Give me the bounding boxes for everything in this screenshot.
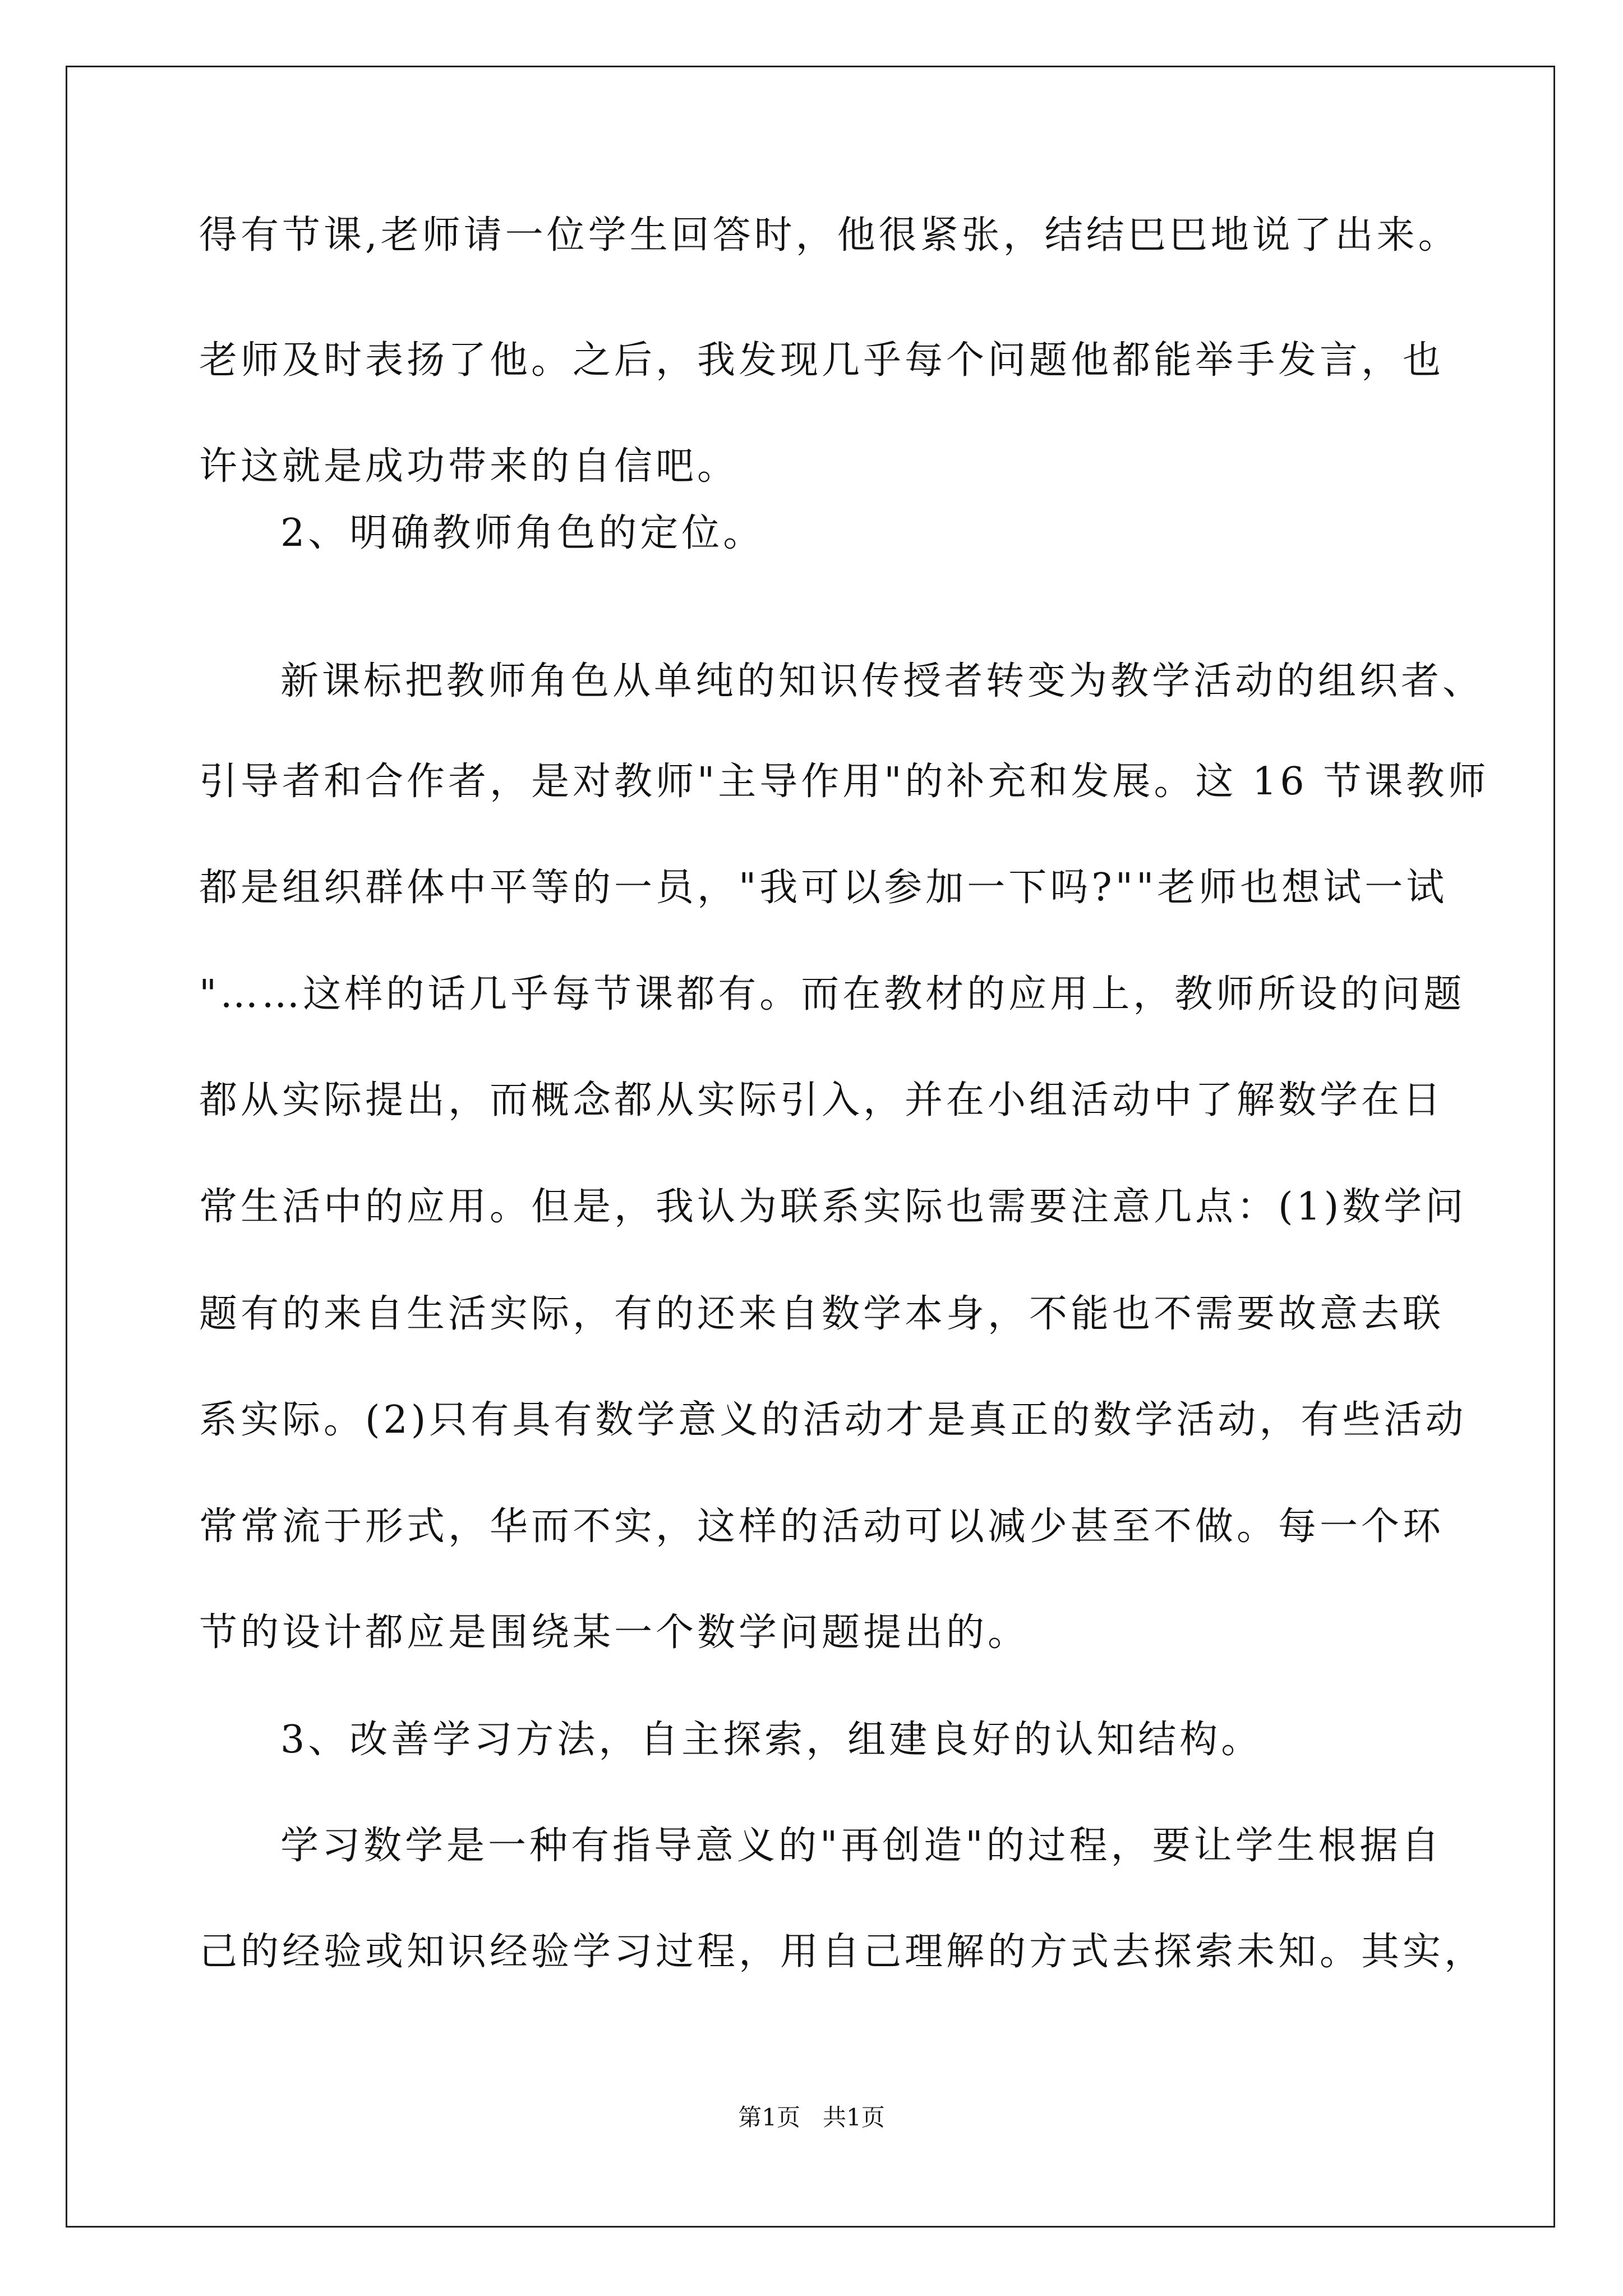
text-line: 都是组织群体中平等的一员，"我可以参加一下吗?""老师也想试一试 — [199, 866, 1448, 910]
text-line: 己的经验或知识经验学习过程，用自己理解的方式去探索未知。其实， — [199, 1930, 1486, 1974]
text-line: 得有节课,老师请一位学生回答时，他很紧张，结结巴巴地说了出来。 — [199, 213, 1460, 257]
text-line: 常常流于形式，华而不实，这样的活动可以减少甚至不做。每一个环 — [199, 1504, 1445, 1549]
section-heading: 2、明确教师角色的定位。 — [280, 511, 765, 555]
page-number-footer: 第1页 共1页 — [738, 2104, 885, 2131]
text-line: 老师及时表扬了他。之后，我发现几乎每个问题他都能举手发言，也 — [199, 338, 1445, 383]
section-heading: 3、改善学习方法，自主探索，组建良好的认知结构。 — [280, 1718, 1263, 1762]
text-line: 都从实际提出，而概念都从实际引入，并在小组活动中了解数学在日 — [199, 1078, 1445, 1122]
text-line: 新课标把教师角色从单纯的知识传授者转变为教学活动的组织者、 — [280, 659, 1484, 703]
text-line: 引导者和合作者，是对教师"主导作用"的补充和发展。这 16 节课教师 — [199, 760, 1490, 804]
text-line: 题有的来自生活实际，有的还来自数学本身，不能也不需要故意去联 — [199, 1292, 1445, 1336]
text-line: 节的设计都应是围绕某一个数学问题提出的。 — [199, 1611, 1030, 1655]
text-line: 学习数学是一种有指导意义的"再创造"的过程，要让学生根据自 — [280, 1824, 1443, 1868]
text-line: 系实际。(2)只有具有数学意义的活动才是真正的数学活动，有些活动 — [199, 1398, 1467, 1442]
text-line: 常生活中的应用。但是，我认为联系实际也需要注意几点：(1)数学问 — [199, 1185, 1467, 1229]
text-line: "……这样的话几乎每节课都有。而在教材的应用上，教师所设的问题 — [199, 972, 1465, 1016]
text-line: 许这就是成功带来的自信吧。 — [199, 444, 739, 489]
page-border — [66, 66, 1555, 2228]
